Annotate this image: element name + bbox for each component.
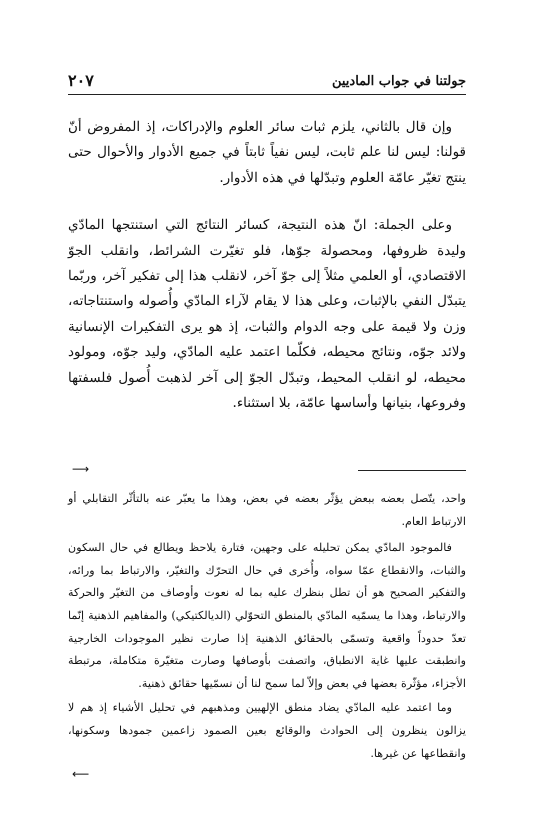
main-text: [68, 115, 466, 416]
body-paragraph: وإن قال بالثاني، يلزم ثبات سائر العلوم والإدراكات، إذ المفروض أنّ قولنا: ليس لنا علم ثابت، ليس نفياً ثابتاً في جميع الأدوار والأحوال حتى ينتج تغيّر عامّة العلوم وتبدّلها في هذه الأدوار.: [68, 119, 466, 186]
running-title: جولتنا في جواب الماديين: [331, 74, 466, 89]
footnote-paragraph: فالموجود المادّي يمكن تحليله على وجهين، فتارة يلاحظ ويطالع في حال السكون والثبات، والانقطاع عمّا سواه، وأُخرى في حال التحرّك والتغيّر، والارتباط بما ورائه، والتفكير الصحيح هو أن تطل بنظرك عليه بما له نعوت وأوصاف من التغيّر والحركة والارتباط، وهذا ما يسمّيه المادّي بالمنطق التحوّلي (الديالكتيكي) والمفاهيم الذهنية إنّما تعدّ حدوداً واقعية وتسمّى بالحقائق الذهنية إذا صارت نظير الموجودات الخارجية وانطبقت عليها غاية الانطباق، واتصفت بأوصافها وصارت متغيّرة متكاملة، مرتبطة الأجزاء، مؤثّرة بعضها في بعض وإلاّ لما سمح لنا أن نسمّيها حقائق ذهنية.: [68, 541, 466, 690]
continued-to-arrow-icon: ⟵: [72, 767, 90, 781]
footnotes: [68, 488, 466, 767]
continued-from-arrow-icon: ⟶: [72, 462, 90, 476]
footnote-paragraph: واحد، يتّصل بعضه ببعض يؤثّر بعضه في بعض، وهذا ما يعبّر عنه بالتأثّر التقابلي أو الارتباط العام.: [68, 492, 466, 528]
page-number: ٢٠٧: [68, 71, 94, 90]
page-header: [68, 66, 466, 95]
footnote-paragraph: وما اعتمد عليه المادّي يضاد منطق الإلهيين ومذهبهم في تحليل الأشياء إذ هم لا يزالون ينظرون إلى الحوادث والوقائع بعين الصمود زاعمين جمودها وسكونها، وانقطاعها عن غيرها.: [68, 701, 466, 760]
footnote-separator: [358, 470, 466, 471]
body-paragraph: وعلى الجملة: انّ هذه النتيجة، كسائر النتائج التي استنتجها المادّي وليدة ظروفها، ومحصولة جوّها، فلو تغيّرت الشرائط، وانقلب الجوّ الاقتصادي، أو العلمي مثلاً إلى جوّ آخر، لانقلب هذا إلى تفكير آخر، وربّما يتبدّل النفي بالإثبات، وعلى هذا لا يقام لآراء المادّي وأُصوله واستنتاجاته، وزن ولا قيمة على وجه الدوام والثبات، إذ هو يرى التفكيرات الإنسانية ولائد جوّه، ونتائج محيطه، فكلّما اعتمد عليه المادّي، وليد جوّه، ومولود محيطه، لو انقلب المحيط، وتبدّل الجوّ إلى آخر لذهبت أُصول فلسفتها وفروعها، بنيانها وأساسها عامّة، بلا استثناء.: [68, 217, 466, 412]
